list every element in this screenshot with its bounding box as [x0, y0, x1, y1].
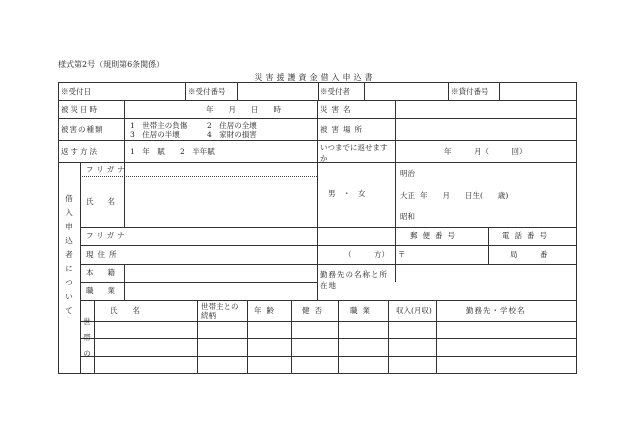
application-form [58, 82, 577, 374]
damage-option-2: 2 住居の全壊 [207, 121, 257, 130]
name-label: 氏名 [86, 197, 129, 206]
page-title: 災害援護資金借入申込書 [254, 73, 376, 82]
repayment-option-1: 1 年 賦 [130, 147, 165, 156]
era-showa: 昭和 [400, 212, 415, 221]
occupation-label: 職業 [86, 286, 129, 295]
loan-number-label: ※貸付番号 [451, 87, 489, 96]
phone-exchange-suffix: 局 番 [510, 250, 548, 259]
damage-option-3: 3 住居の半壊 [130, 130, 180, 139]
repayment-deadline-value: 年 月（ 回） [444, 147, 527, 156]
damage-place-label: 被害場所 [320, 125, 366, 134]
birth-date-field: 年 月 日生( 歳) [420, 191, 509, 200]
form-number: 様式第2号（規則第6条関係） [58, 60, 165, 69]
domicile-label: 本籍 [86, 268, 129, 277]
phone-number-label: 電話番号 [502, 231, 552, 240]
household-side-label: 世帯の [83, 317, 91, 358]
repayment-method-label: 返す方法 [61, 147, 99, 156]
received-number-label: ※受付番号 [188, 87, 226, 96]
household-header-relation: 世帯主との続柄 [201, 302, 239, 320]
household-header-occupation: 職業 [350, 306, 375, 315]
gender-field: 男 ・ 女 [328, 189, 366, 198]
disaster-date-label: 被災日時 [61, 105, 99, 114]
disaster-date-value: 年 月 日 時 [206, 105, 281, 114]
damage-option-4: 4 家財の損害 [207, 130, 257, 139]
household-header-income: 収入(月収) [396, 306, 432, 315]
postal-mark: 〒 [398, 250, 406, 259]
household-header-workplace: 勤務先・学校名 [466, 306, 526, 315]
postal-code-label: 郵便番号 [410, 231, 460, 240]
era-meiji: 明治 [400, 169, 415, 178]
damage-option-1: 1 世帯主の負傷 [130, 121, 188, 130]
household-header-age: 年齢 [254, 306, 279, 315]
receiver-label: ※受付者 [320, 87, 350, 96]
repayment-option-2: 2 半年賦 [180, 147, 215, 156]
repayment-deadline-label: いつまでに返せますか [320, 143, 388, 163]
disaster-name-label: 災害名 [320, 105, 355, 114]
household-header-health: 健否 [302, 306, 327, 315]
phone-care-of: （ 方） [344, 250, 389, 259]
damage-type-label: 被害の種類 [61, 125, 104, 134]
applicant-side-label: 借入申込者について [65, 194, 73, 315]
furigana-label: フリガナ [86, 165, 128, 174]
era-taisho: 大正 [400, 191, 415, 200]
received-date-label: ※受付日 [61, 87, 91, 96]
address-label: 現住所 [86, 250, 121, 259]
household-header-name: 氏 名 [110, 306, 140, 315]
address-furigana-label: フリガナ [86, 231, 128, 240]
workplace-label: 勤務先の名称と所在地 [320, 270, 388, 290]
